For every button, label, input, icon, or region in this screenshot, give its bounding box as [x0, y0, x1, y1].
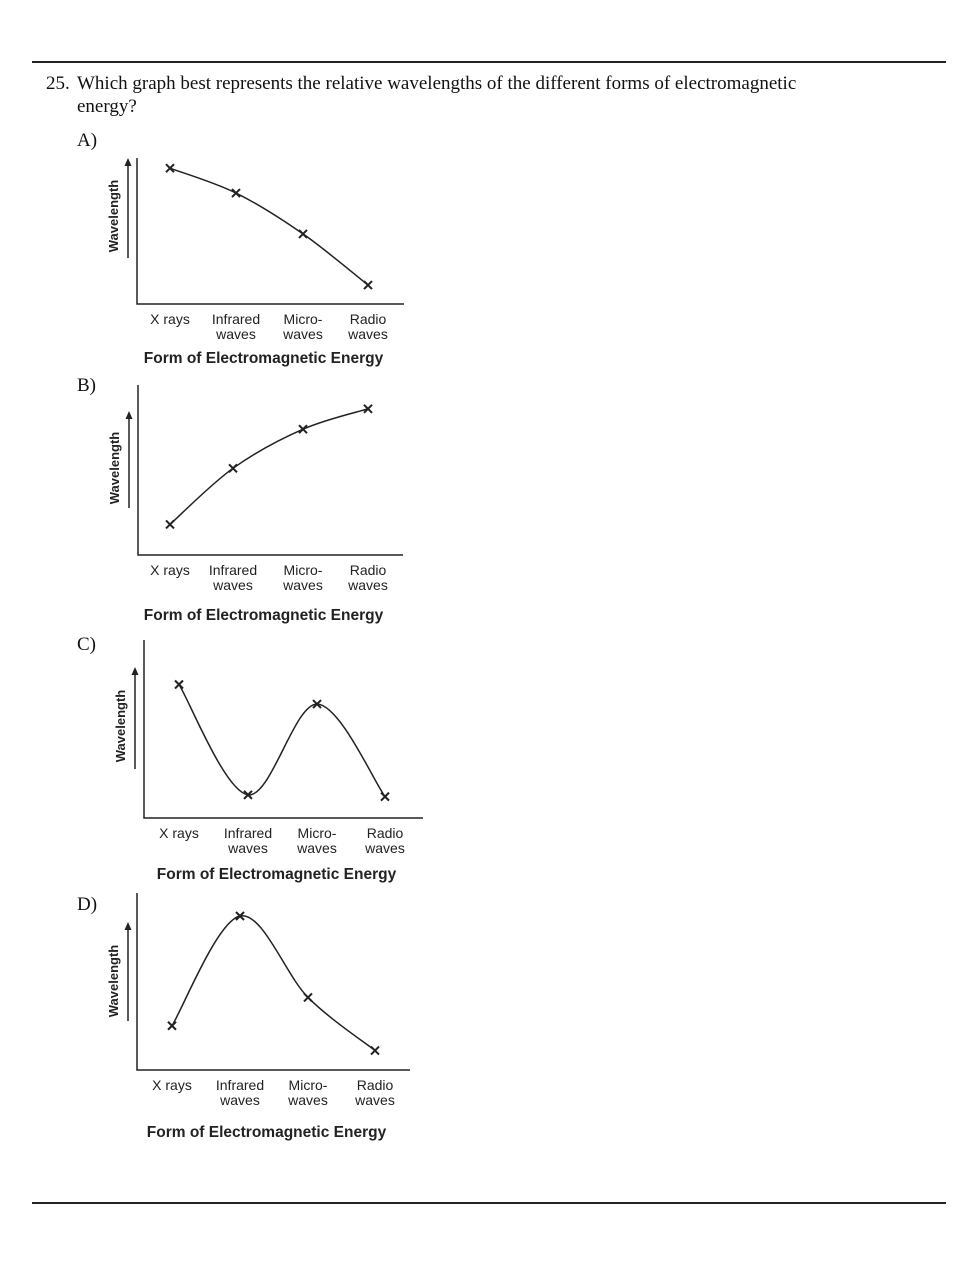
x-tick-label: Infrared — [211, 311, 261, 327]
question-text: Which graph best represents the relative wavelengths of the different forms of electromagnetic energy? — [77, 73, 797, 117]
x-tick-label: waves — [228, 840, 268, 856]
x-tick-label: waves — [365, 840, 405, 856]
data-point-x-marker — [229, 464, 237, 472]
x-tick-label: waves — [283, 326, 323, 342]
bottom-rule — [32, 1202, 946, 1204]
x-tick-label: waves — [348, 577, 388, 593]
x-tick-label: Radio — [349, 562, 387, 578]
x-tick-label: waves — [348, 326, 388, 342]
series-line — [172, 916, 375, 1051]
x-tick-label: Micro- — [297, 825, 337, 841]
graph-b[interactable] — [100, 380, 410, 630]
top-rule — [32, 61, 946, 63]
data-point-x-marker — [381, 793, 389, 801]
series-line — [179, 685, 385, 797]
y-arrow-head — [125, 922, 132, 930]
data-point-x-marker — [168, 1022, 176, 1030]
x-tick-label: waves — [288, 1092, 328, 1108]
series-line — [170, 168, 368, 285]
x-tick-label: Infrared — [223, 825, 273, 841]
y-arrow-head — [132, 667, 139, 675]
data-point-x-marker — [175, 681, 183, 689]
data-point-x-marker — [166, 164, 174, 172]
question-number: 25. — [46, 73, 70, 94]
y-axis-label: Wavelength — [107, 431, 122, 505]
x-tick-label: Infrared — [208, 562, 258, 578]
graph-a[interactable] — [100, 150, 410, 372]
x-tick-label: X rays — [150, 562, 190, 578]
x-tick-label: waves — [213, 577, 253, 593]
x-axis-label: Form of Electromagnetic Energy — [143, 350, 384, 367]
y-arrow-head — [125, 158, 132, 166]
x-tick-label: X rays — [159, 825, 199, 841]
x-tick-label: X rays — [152, 1077, 192, 1093]
x-tick-label: waves — [355, 1092, 395, 1108]
data-point-x-marker — [299, 230, 307, 238]
option-c-label[interactable]: C) — [77, 634, 96, 655]
y-axis-label: Wavelength — [106, 944, 121, 1018]
x-tick-label: Radio — [349, 311, 387, 327]
x-axis-label: Form of Electromagnetic Energy — [156, 866, 397, 883]
series-line — [170, 409, 368, 525]
x-tick-label: Micro- — [288, 1077, 328, 1093]
x-tick-label: waves — [216, 326, 256, 342]
data-point-x-marker — [371, 1047, 379, 1055]
data-point-x-marker — [166, 520, 174, 528]
option-b-label[interactable]: B) — [77, 375, 96, 396]
graph-c[interactable] — [100, 638, 430, 888]
data-point-x-marker — [232, 189, 240, 197]
data-point-x-marker — [304, 993, 312, 1001]
x-axis-label: Form of Electromagnetic Energy — [143, 607, 384, 624]
x-tick-label: Infrared — [215, 1077, 265, 1093]
axes — [137, 893, 410, 1070]
x-tick-label: Micro- — [283, 562, 323, 578]
data-point-x-marker — [364, 281, 372, 289]
x-tick-label: Micro- — [283, 311, 323, 327]
y-axis-label: Wavelength — [106, 179, 121, 253]
option-d-label[interactable]: D) — [77, 894, 98, 915]
x-tick-label: Radio — [356, 1077, 394, 1093]
y-arrow-head — [126, 411, 133, 419]
x-tick-label: waves — [297, 840, 337, 856]
data-point-x-marker — [299, 425, 307, 433]
x-tick-label: waves — [220, 1092, 260, 1108]
x-tick-label: X rays — [150, 311, 190, 327]
y-axis-label: Wavelength — [113, 689, 128, 763]
x-tick-label: Radio — [366, 825, 404, 841]
x-tick-label: waves — [283, 577, 323, 593]
graph-d[interactable] — [100, 890, 420, 1146]
data-point-x-marker — [364, 405, 372, 413]
x-axis-label: Form of Electromagnetic Energy — [146, 1124, 387, 1141]
option-a-label[interactable]: A) — [77, 130, 98, 151]
